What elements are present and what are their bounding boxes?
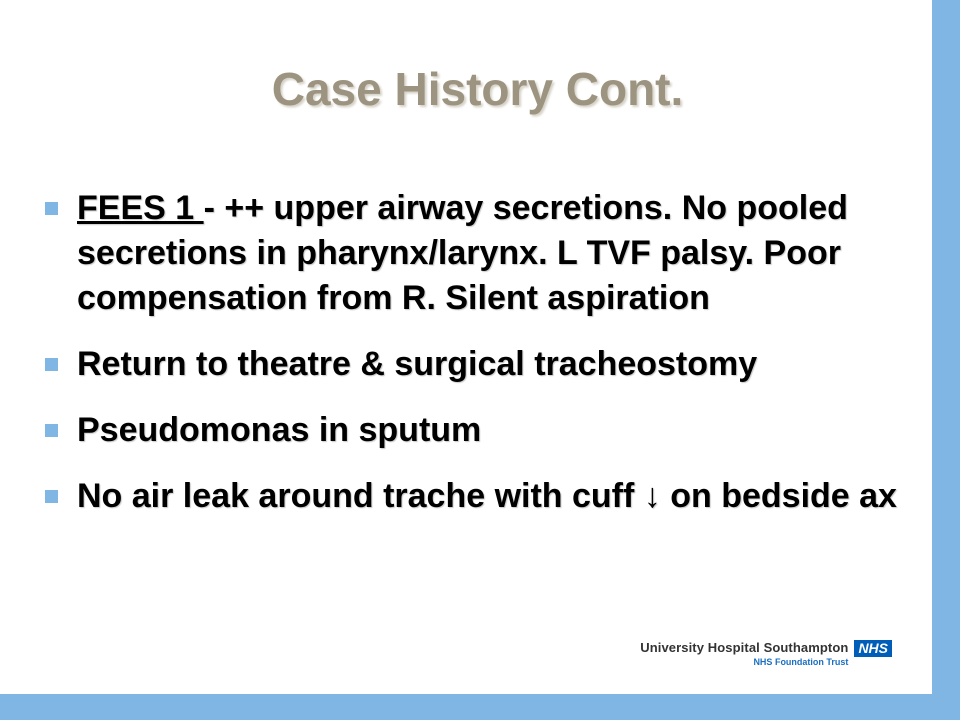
square-bullet-icon [45, 358, 58, 371]
nhs-badge: NHS [854, 640, 892, 657]
square-bullet-icon [45, 202, 58, 215]
square-bullet-icon [45, 490, 58, 503]
bullet-text: - ++ upper airway secretions. No pooled secretions in pharynx/larynx. L TVF palsy. Poor compensation from R. Silent aspiration [77, 189, 848, 317]
logo-subtitle: NHS Foundation Trust [753, 657, 849, 667]
logo-name: University Hospital Southampton [640, 640, 849, 655]
bullet-item [40, 186, 900, 321]
bullet-list [40, 186, 900, 540]
square-bullet-icon [45, 424, 58, 437]
bullet-item [40, 408, 900, 453]
hospital-logo [640, 640, 892, 668]
logo-text [640, 640, 848, 668]
bullet-item [40, 474, 900, 519]
slide-title: Case History Cont. [271, 63, 684, 115]
bottom-accent-band [0, 694, 960, 720]
bullet-label: FEES 1 [77, 189, 204, 227]
bullet-text: No air leak around trache with cuff ↓ on bedside ax [77, 477, 897, 515]
bullet-text: Pseudomonas in sputum [77, 411, 482, 449]
bullet-item [40, 342, 900, 387]
bullet-text: Return to theatre & surgical tracheostomy [77, 345, 758, 383]
